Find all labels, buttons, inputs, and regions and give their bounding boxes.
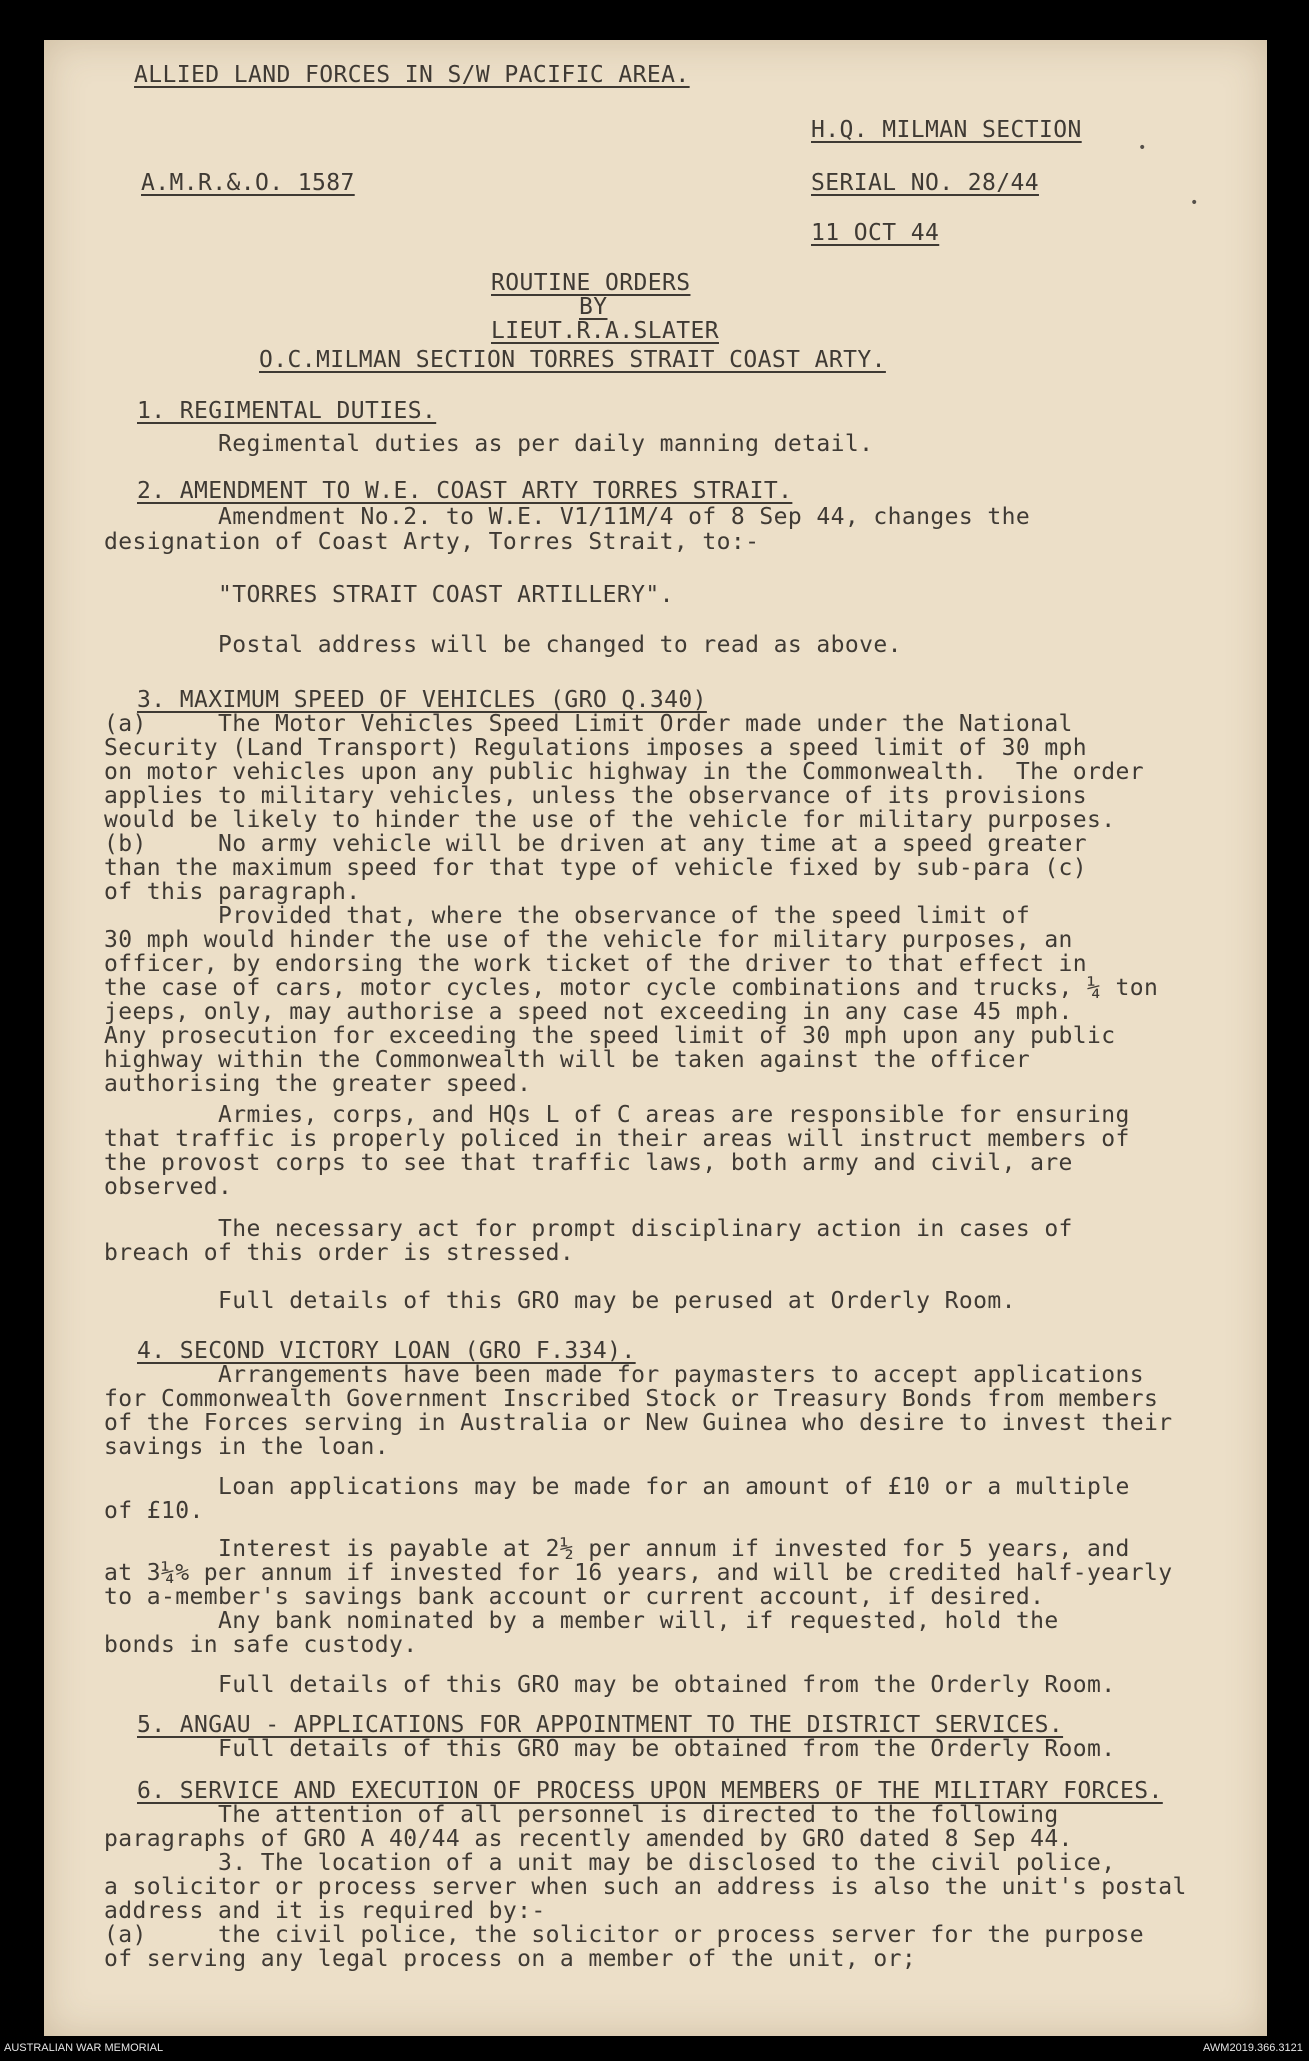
serial-number: SERIAL NO. 28/44 — [811, 170, 1039, 196]
order-date: 11 OCT 44 — [811, 220, 940, 246]
section-heading: 5. ANGAU - APPLICATIONS FOR APPOINTMENT TO THE DISTRICT SERVICES. — [137, 1712, 1064, 1738]
body-line: of this paragraph. — [104, 879, 361, 905]
body-line: authorising the greater speed. — [104, 1071, 532, 1097]
body-line: observed. — [104, 1174, 233, 1200]
force-heading: ALLIED LAND FORCES IN S/W PACIFIC AREA. — [134, 62, 690, 88]
body-line: Regimental duties as per daily manning detail. — [104, 431, 874, 457]
body-line: Interest is payable at 2½ per annum if invested for 5 years, and — [104, 1536, 1130, 1562]
body-line: highway within the Commonwealth will be taken against the officer — [104, 1047, 1031, 1073]
footer-accession: AWM2019.366.3121 — [1203, 2042, 1303, 2054]
body-line: on motor vehicles upon any public highway in the Commonwealth. The order — [104, 759, 1145, 785]
body-line: The attention of all personnel is directed to the following — [104, 1802, 1059, 1828]
title-unit: O.C.MILMAN SECTION TORRES STRAIT COAST ARTY. — [259, 347, 886, 373]
section-heading: 3. MAXIMUM SPEED OF VEHICLES (GRO Q.340) — [137, 687, 707, 713]
body-line: Full details of this GRO may be obtained from the Orderly Room. — [104, 1736, 1116, 1762]
body-line: The necessary act for prompt disciplinary action in cases of — [104, 1216, 1073, 1242]
title-by: BY — [579, 294, 608, 320]
body-line: Amendment No.2. to W.E. V1/11M/4 of 8 Sep 44, changes the — [104, 504, 1031, 530]
title-officer: LIEUT.R.A.SLATER — [491, 318, 719, 344]
body-line: 3. The location of a unit may be disclosed to the civil police, — [104, 1850, 1116, 1876]
section-heading: 4. SECOND VICTORY LOAN (GRO F.334). — [137, 1338, 636, 1364]
body-line: "TORRES STRAIT COAST ARTILLERY". — [104, 582, 674, 608]
body-line: Armies, corps, and HQs L of C areas are responsible for ensuring — [104, 1102, 1130, 1128]
body-line: to a-member's savings bank account or current account, if desired. — [104, 1584, 1045, 1610]
body-line: Full details of this GRO may be obtained from the Orderly Room. — [104, 1672, 1116, 1698]
body-line: paragraphs of GRO A 40/44 as recently amended by GRO dated 8 Sep 44. — [104, 1826, 1073, 1852]
ink-speck: • — [1190, 195, 1199, 211]
ink-speck: • — [1138, 140, 1147, 156]
body-line: (a) the civil police, the solicitor or process server for the purpose — [104, 1922, 1145, 1948]
body-line: Postal address will be changed to read as above. — [104, 632, 902, 658]
section-heading: 1. REGIMENTAL DUTIES. — [137, 398, 437, 424]
body-line: of £10. — [104, 1498, 204, 1524]
body-line: of the Forces serving in Australia or New Guinea who desire to invest their — [104, 1410, 1173, 1436]
body-line: that traffic is properly policed in their areas will instruct members of — [104, 1126, 1130, 1152]
body-line: breach of this order is stressed. — [104, 1240, 575, 1266]
body-line: a solicitor or process server when such an address is also the unit's postal — [104, 1874, 1187, 1900]
body-line: savings in the loan. — [104, 1434, 389, 1460]
footer-credit: AUSTRALIAN WAR MEMORIAL — [4, 2042, 164, 2054]
body-line: for Commonwealth Government Inscribed Stock or Treasury Bonds from members — [104, 1386, 1159, 1412]
body-line: than the maximum speed for that type of vehicle fixed by sub-para (c) — [104, 855, 1088, 881]
body-line: of serving any legal process on a member of the unit, or; — [104, 1946, 917, 1972]
body-line: at 3¼% per annum if invested for 16 years, and will be credited half-yearly — [104, 1560, 1173, 1586]
body-line: (a) The Motor Vehicles Speed Limit Order made under the National — [104, 711, 1073, 737]
body-line: address and it is required by:- — [104, 1898, 546, 1924]
body-line: Full details of this GRO may be perused at Orderly Room. — [104, 1288, 1016, 1314]
document-page — [44, 40, 1267, 2036]
body-line: jeeps, only, may authorise a speed not exceeding in any case 45 mph. — [104, 999, 1073, 1025]
section-heading: 6. SERVICE AND EXECUTION OF PROCESS UPON MEMBERS OF THE MILITARY FORCES. — [137, 1778, 1163, 1804]
body-line: officer, by endorsing the work ticket of the driver to that effect in — [104, 951, 1088, 977]
body-line: bonds in safe custody. — [104, 1632, 418, 1658]
body-line: would be likely to hinder the use of the vehicle for military purposes. — [104, 807, 1116, 833]
reference-number: A.M.R.&.O. 1587 — [141, 170, 355, 196]
body-line: designation of Coast Arty, Torres Strait, to:- — [104, 529, 760, 555]
body-line: Arrangements have been made for paymasters to accept applications — [104, 1362, 1145, 1388]
body-line: Provided that, where the observance of the speed limit of — [104, 903, 1031, 929]
body-line: (b) No army vehicle will be driven at any time at a speed greater — [104, 831, 1088, 857]
body-line: the provost corps to see that traffic laws, both army and civil, are — [104, 1150, 1073, 1176]
hq-heading: H.Q. MILMAN SECTION — [811, 117, 1082, 143]
body-line: the case of cars, motor cycles, motor cycle combinations and trucks, ¼ ton — [104, 975, 1159, 1001]
title-routine-orders: ROUTINE ORDERS — [491, 270, 691, 296]
section-heading: 2. AMENDMENT TO W.E. COAST ARTY TORRES STRAIT. — [137, 478, 793, 504]
body-line: Loan applications may be made for an amount of £10 or a multiple — [104, 1474, 1130, 1500]
body-line: Security (Land Transport) Regulations imposes a speed limit of 30 mph — [104, 735, 1088, 761]
body-line: Any bank nominated by a member will, if requested, hold the — [104, 1608, 1059, 1634]
body-line: Any prosecution for exceeding the speed limit of 30 mph upon any public — [104, 1023, 1116, 1049]
body-line: 30 mph would hinder the use of the vehicle for military purposes, an — [104, 927, 1073, 953]
body-line: applies to military vehicles, unless the observance of its provisions — [104, 783, 1088, 809]
